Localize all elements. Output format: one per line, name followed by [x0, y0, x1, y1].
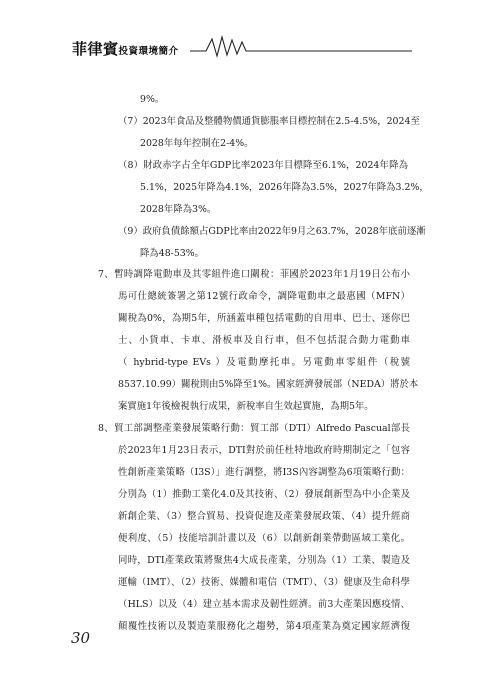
text-line: 性創新產業策略（I3S）」進行調整，將I3S內容調整為6項策略行動： — [118, 467, 410, 478]
text-line: 8、貿工部調整產業發展策略行動：貿工部（DTI）Alfredo Pascual部長 — [98, 423, 410, 434]
text-line: 馬可仕總統簽署之第12號行政命令，調降電動車之最惠國（MFN） — [118, 291, 410, 302]
text-line: 士、小貨車、卡車、滑板車及自行車，但不包括混合動力電動車 — [118, 335, 410, 346]
text-line: 於2023年1月23日表示，DTI對於前任杜特地政府時期制定之「包容 — [118, 445, 410, 456]
text-line: 7、暫時調降電動車及其零組件進口關稅：菲國於2023年1月19日公布小 — [98, 269, 410, 280]
text-line: 8537.10.99）關稅則由5%降至1%。國家經濟發展部（NEDA）將於本 — [118, 379, 419, 390]
text-line: （7）2023年食品及整體物價通貨膨脹率目標控制在2.5-4.5%，2024至 — [118, 116, 420, 127]
text-line: 5.1%，2025年降為4.1%，2026年降為3.5%，2027年降為3.2%， — [140, 182, 429, 193]
text-line: 2028年每年控制在2-4%。 — [140, 138, 254, 149]
page-number: 30 — [71, 629, 91, 647]
header-title-country: 菲律賓 — [72, 40, 119, 58]
text-line: 同時，DTI產業政策將聚焦4大成長產業，分別為（1）工業、製造及 — [118, 555, 410, 566]
text-line: （9）政府負債餘額占GDP比率由2022年9月之63.7%，2028年底前逐漸 — [118, 226, 426, 237]
text-line: 降為48-53%。 — [140, 248, 205, 259]
text-line: 9%。 — [140, 94, 165, 105]
text-line: 運輸（IMT）、（2）技術、媒體和電信（TMT）、（3）健康及生命科學 — [118, 577, 410, 588]
text-line: 新創企業、（3）整合貿易、投資促進及產業發展政策、（4）提升經商 — [118, 511, 410, 522]
text-line: 顛覆性技術以及製造業服務化之趨勢，第4項產業為奠定國家經濟復 — [118, 621, 410, 632]
text-line: 分別為（1）推動工業化4.0及其技術、（2）發展創新型為中小企業及 — [118, 489, 410, 500]
text-line: 2028年降為3%。 — [140, 204, 217, 215]
header-title-subtitle: 投資環境簡介 — [118, 46, 179, 57]
text-line: （8）財政赤字占全年GDP比率2023年目標降至6.1%，2024年降為 — [118, 160, 408, 171]
text-line: （HLS）以及（4）建立基本需求及韌性經濟。前3大產業因應疫情、 — [118, 599, 410, 610]
text-line: 關稅為0%，為期5年，所涵蓋車種包括電動的自用車、巴士、迷你巴 — [118, 313, 410, 324]
text-line: 便利度、（5）技能培訓計畫以及（6）以創新創業帶動區域工業化。 — [118, 533, 410, 544]
text-line: 案實施1年後檢視執行成果，新稅率自生效起實施，為期5年。 — [118, 401, 374, 412]
text-line: （ hybrid-type EVs ）及電動摩托車。另電動車零組件（稅號 — [118, 357, 410, 368]
